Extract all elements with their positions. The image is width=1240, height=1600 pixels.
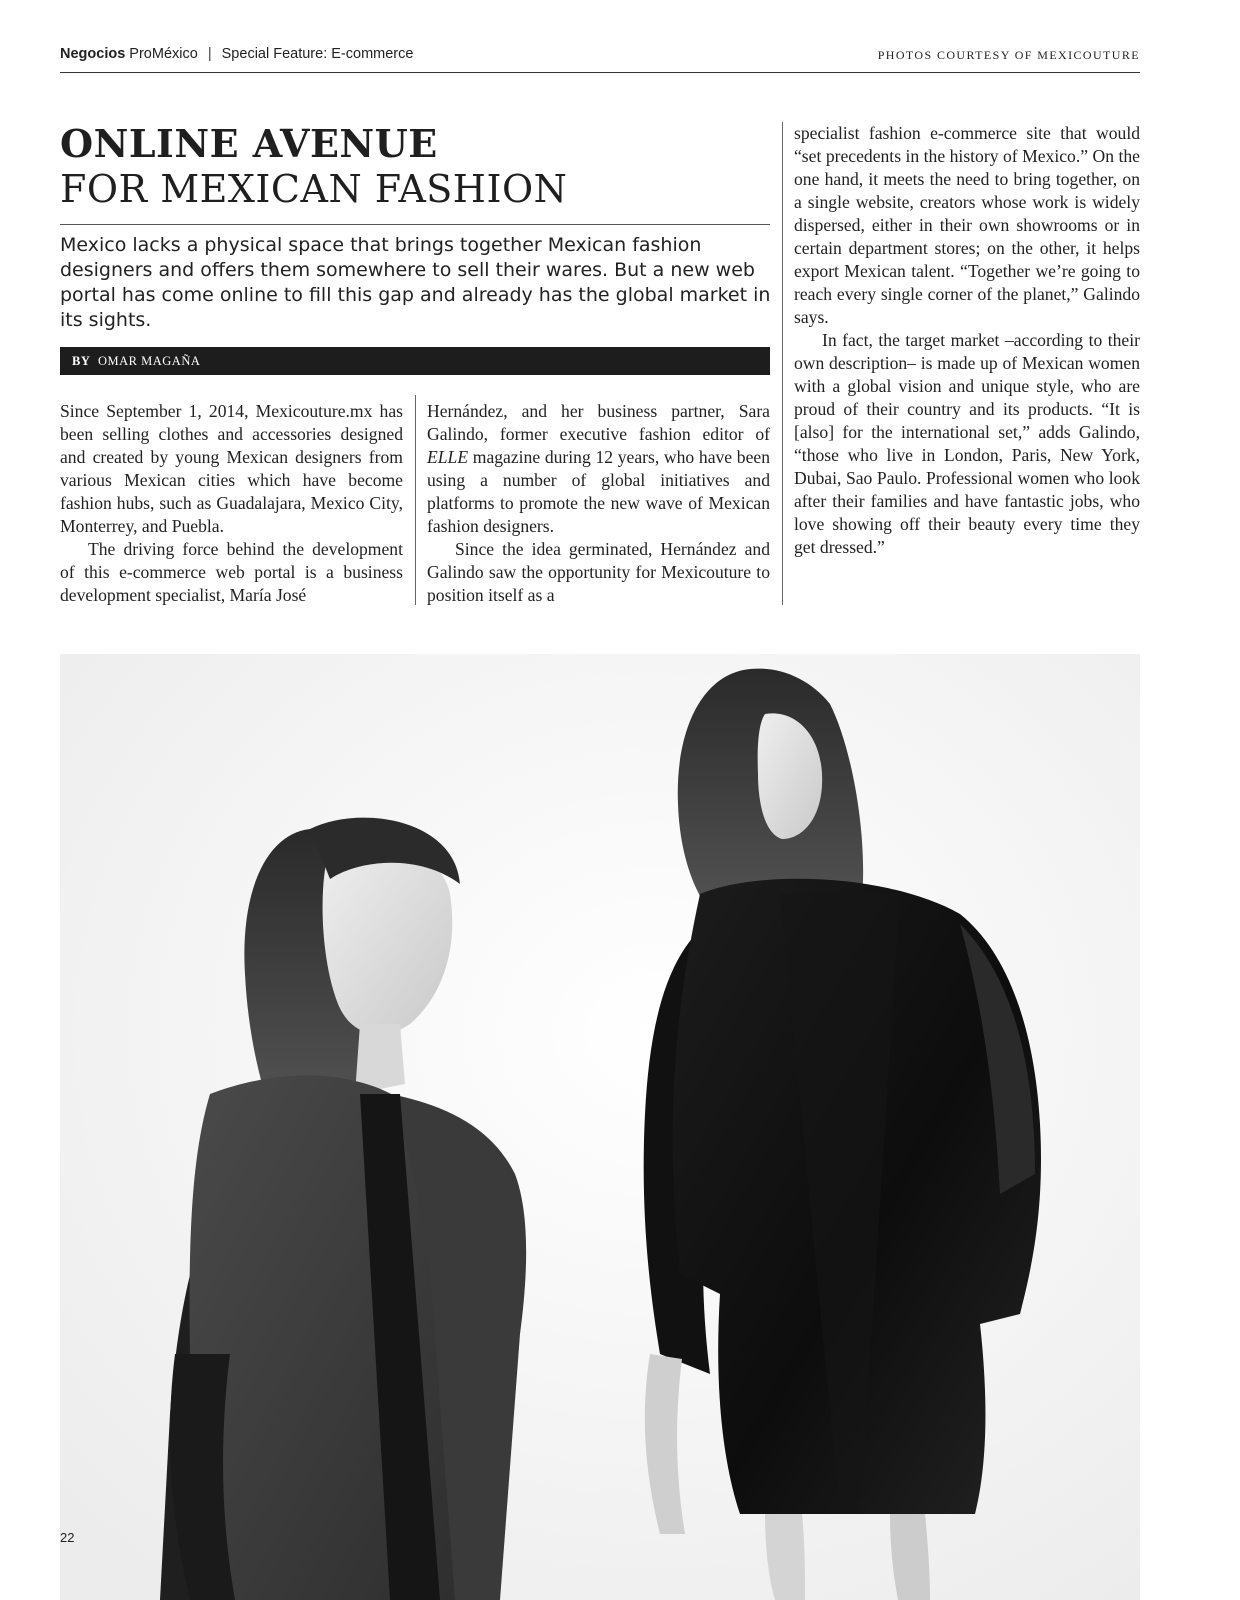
publication-section xyxy=(60,46,413,62)
photo-credit: PHOTOS COURTESY OF MEXICOUTURE xyxy=(877,48,1140,62)
section-name: Special Feature: E-commerce xyxy=(221,46,414,62)
body-column-3 xyxy=(794,122,1140,559)
article-deck: Mexico lacks a physical space that brings together Mexican fashion designers and offers them somewhere to sell their wares. But a new web portal has come online to fill this gap and already has the global market in its sights. xyxy=(60,234,771,331)
body-column-2 xyxy=(427,400,770,607)
header-separator: | xyxy=(207,46,212,62)
author-name: OMAR MAGAÑA xyxy=(98,354,201,368)
body-paragraph: In fact, the target market –according to their own description– is made up of Mexican women with a global vision and unique style, who are proud of their country and its products. “It is [also] for the international set,” adds Galindo, “those who live in London, Paris, New York, Dubai, Sao Paulo. Professional women who look after their families and have fantastic jobs, who love showing off their beauty every time they get dressed.” xyxy=(794,330,1140,557)
body-column-1 xyxy=(60,400,403,607)
title-line-2: FOR MEXICAN FASHION xyxy=(60,167,568,211)
title-divider xyxy=(60,224,770,225)
byline xyxy=(72,354,200,369)
column-divider xyxy=(415,395,416,605)
byline-bar xyxy=(60,347,770,375)
article-title xyxy=(60,122,770,212)
body-paragraph: Since the idea germinated, Hernández and Galindo saw the opportunity for Mexicouture to position itself as a xyxy=(427,539,770,605)
page-number: 22 xyxy=(60,1530,75,1545)
fashion-photo xyxy=(60,654,1140,1600)
body-paragraph: The driving force behind the development of this e-commerce web portal is a business development specialist, María José xyxy=(60,539,403,605)
byline-label: BY xyxy=(72,354,91,368)
fashion-photo-illustration xyxy=(60,654,1140,1600)
publication-name-bold: Negocios xyxy=(60,46,126,62)
body-paragraph: specialist fashion e-commerce site that would “set precedents in the history of Mexico.” On the one hand, it meets the need to bring together, on a single website, creators whose work is widely dispersed, either in their own showrooms or in certain department stores; on the other, it helps export Mexican talent. “Together we’re going to reach every single corner of the planet,” Galindo says. xyxy=(794,123,1140,327)
title-line-1: ONLINE AVENUE xyxy=(60,121,438,166)
body-text: magazine during 12 years, who have been using a number of global initiatives and platforms to promote the new wave of Mexican fashion designers. xyxy=(427,447,770,536)
magazine-name: ELLE xyxy=(427,447,469,467)
page-header xyxy=(60,44,1140,73)
body-paragraph: Since September 1, 2014, Mexicouture.mx has been selling clothes and accessories designed and created by young Mexican designers from various Mexican cities which have become fashion hubs, such as Guadalajara, Mexico City, Monterrey, and Puebla. xyxy=(60,401,403,536)
body-paragraph xyxy=(427,400,770,538)
column-divider xyxy=(782,122,783,605)
body-text: Hernández, and her business partner, Sara Galindo, former executive fashion editor of xyxy=(427,401,770,444)
publication-name: ProMéxico xyxy=(129,46,198,62)
